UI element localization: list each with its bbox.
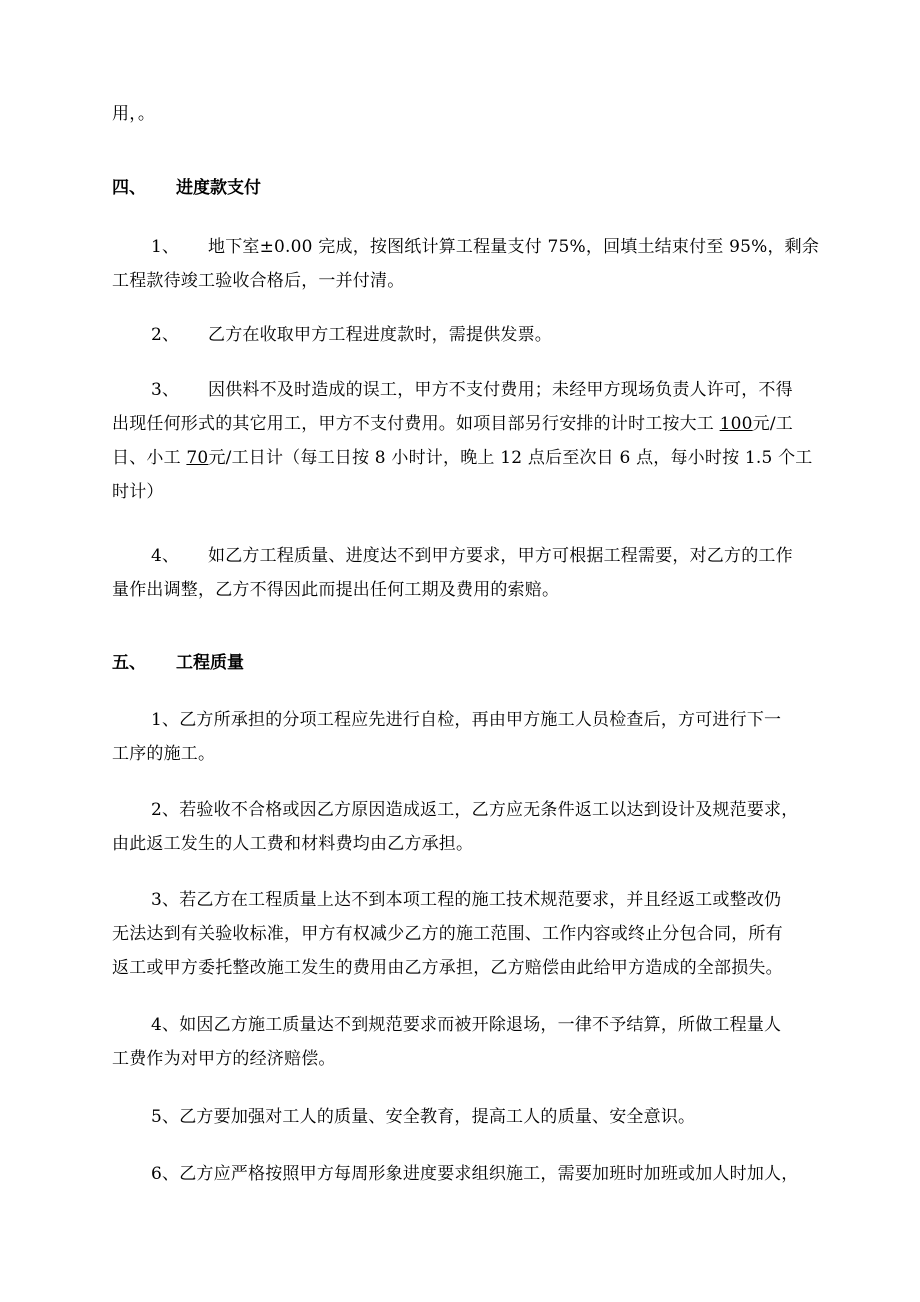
s4-item-2-number: 2、 xyxy=(151,325,180,345)
s4-item-3-line-4: 时计） xyxy=(112,482,164,502)
s4-item-4-line-1 xyxy=(151,546,793,566)
small-worker-rate: 70 xyxy=(186,448,209,468)
s4-item-3-line-2 xyxy=(112,414,793,434)
section-5-title: 工程质量 xyxy=(176,653,244,673)
s5-item-2-line-2: 由此返工发生的人工费和材料费均由乙方承担。 xyxy=(112,834,474,854)
s4-item-2-line-1 xyxy=(151,325,552,345)
s4-item-4-text-1: 如乙方工程质量、进度达不到甲方要求，甲方可根据工程需要，对乙方的工作 xyxy=(208,546,793,566)
s4-item-3-line-3 xyxy=(112,448,813,468)
section-4-heading xyxy=(112,178,261,198)
s4-item-3-text-2-tail: 元/工 xyxy=(752,414,793,434)
section-4-number: 四、 xyxy=(112,178,146,198)
s5-item-3-line-2: 无法达到有关验收标准，甲方有权减少乙方的施工范围、工作内容或终止分包合同，所有 xyxy=(112,924,783,944)
s5-item-3-line-1: 3、若乙方在工程质量上达不到本项工程的施工技术规范要求，并且经返工或整改仍 xyxy=(151,890,782,910)
s5-item-3-line-3: 返工或甲方委托整改施工发生的费用由乙方承担，乙方赔偿由此给甲方造成的全部损失。 xyxy=(112,958,783,978)
s5-item-5-line-1: 5、乙方要加强对工人的质量、安全教育，提高工人的质量、安全意识。 xyxy=(151,1107,696,1127)
s4-item-3-line-1 xyxy=(151,380,793,400)
big-worker-rate: 100 xyxy=(719,414,753,434)
s4-item-3-text-3-tail: 元/工日计（每工日按 8 小时计，晚上 12 点后至次日 6 点，每小时按 1.5 个工 xyxy=(208,448,813,468)
s4-item-1-number: 1、 xyxy=(151,237,180,257)
section-4-title: 进度款支付 xyxy=(176,178,261,198)
s4-item-2-text-1: 乙方在收取甲方工程进度款时，需提供发票。 xyxy=(208,325,552,345)
s4-item-3-text-2: 出现任何形式的其它用工，甲方不支付费用。如项目部另行安排的计时工按大工 xyxy=(112,414,720,434)
s4-item-1-line-2: 工程款待竣工验收合格后，一并付清。 xyxy=(112,271,405,291)
s4-item-4-number: 4、 xyxy=(151,546,180,566)
s4-item-3-number: 3、 xyxy=(151,380,180,400)
s5-item-6-line-1: 6、乙方应严格按照甲方每周形象进度要求组织施工，需要加班时加班或加人时加人， xyxy=(151,1164,799,1184)
section-5-number: 五、 xyxy=(112,653,146,673)
s5-item-1-line-2: 工序的施工。 xyxy=(112,744,216,764)
s4-item-3-text-1: 因供料不及时造成的误工，甲方不支付费用；未经甲方现场负责人许可，不得 xyxy=(208,380,793,400)
s5-item-4-line-2: 工费作为对甲方的经济赔偿。 xyxy=(112,1049,336,1069)
s5-item-4-line-1: 4、如因乙方施工质量达不到规范要求而被开除退场，一律不予结算，所做工程量人 xyxy=(151,1015,782,1035)
s4-item-3-text-3-head: 日、小工 xyxy=(112,448,187,468)
s4-item-4-line-2: 量作出调整，乙方不得因此而提出任何工期及费用的索赔。 xyxy=(112,580,560,600)
intro-tail: 用，。 xyxy=(112,104,156,124)
s4-item-1-text-1: 地下室±0.00 完成，按图纸计算工程量支付 75%，回填土结束付至 95%，剩余 xyxy=(208,237,820,257)
s5-item-1-line-1: 1、乙方所承担的分项工程应先进行自检，再由甲方施工人员检查后，方可进行下一 xyxy=(151,710,782,730)
s5-item-2-line-1: 2、若验收不合格或因乙方原因造成返工，乙方应无条件返工以达到设计及规范要求， xyxy=(151,800,799,820)
s4-item-1-line-1 xyxy=(151,237,819,257)
section-5-heading xyxy=(112,653,244,673)
